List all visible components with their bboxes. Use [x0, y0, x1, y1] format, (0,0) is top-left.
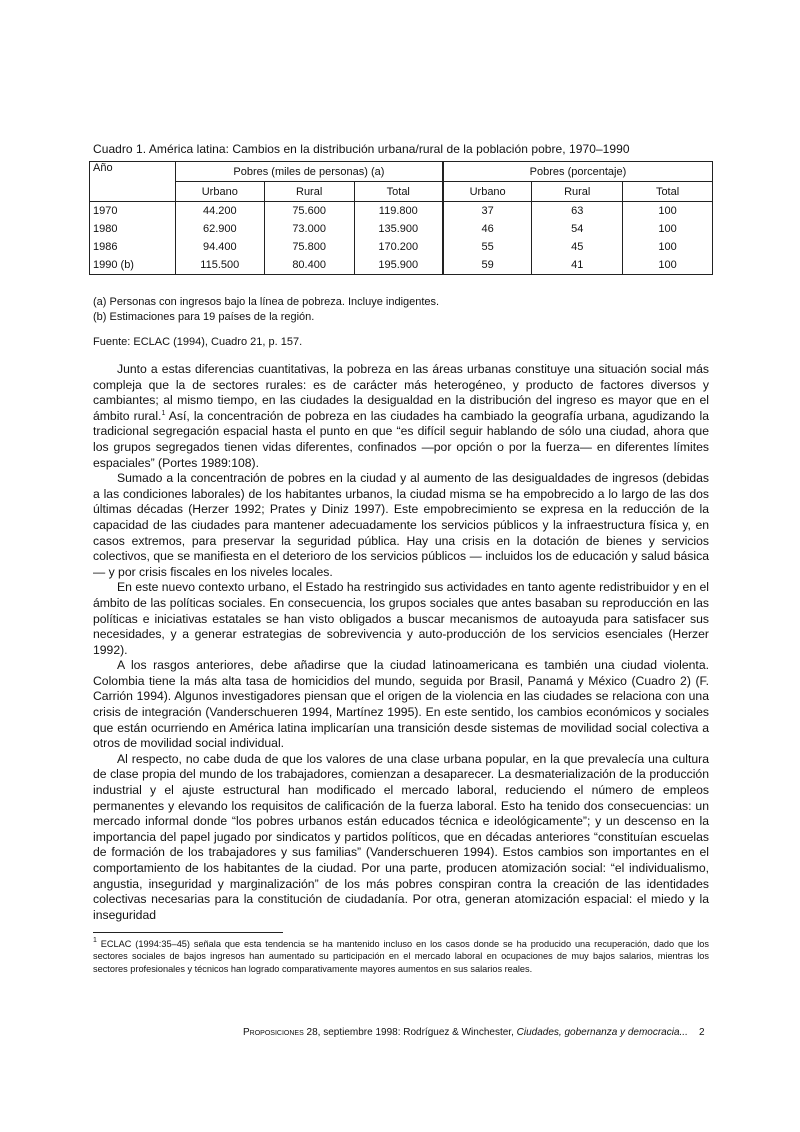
subheader-urbano: Urbano [175, 182, 264, 202]
paragraph: Al respecto, no cabe duda de que los valores de una clase urbana popular, en la que prevalecía una cultura de clase propia del mundo de los trabajadores, comienzan a desaparecer. La desmaterialización de la producción industrial y el ajuste estructural han modificado el mercado laboral, reduciendo el número de empleos permanentes y elevando los requisitos de calificación de la fuerza laboral. Esto ha tenido dos consecuencias: un mercado informal donde “los pobres urbanos están educados técnica e ideológicamente”; y un descenso en la importancia del papel jugado por sindicatos y partidos políticos, que en décadas anteriores “constituían escuelas de formación de los trabajadores y sus familias” (Vanderschueren 1994). Estos cambios son importantes en el comportamiento de los habitantes de la ciudad. Por una parte, producen atomización social: “el individualismo, angustia, inseguridad y marginalización” de los más pobres conspiran contra la creación de las identidades colectivas necesarias para la constitución de ciudadanía. Por otra, generan atomización espacial: el miedo y la inseguridad [93, 751, 709, 922]
row-year: 1980 [90, 220, 176, 238]
note-b: (b) Estimaciones para 19 países de la región. [93, 311, 315, 323]
body-text [93, 362, 709, 923]
subheader-urbano-pct: Urbano [443, 182, 532, 202]
footnote [93, 938, 709, 975]
row-year: 1986 [90, 238, 176, 256]
note-a: (a) Personas con ingresos bajo la línea de pobreza. Incluye indigentes. [93, 296, 440, 308]
article-title: Ciudades, gobernanza y democracia... [516, 1027, 688, 1038]
table-row [90, 202, 713, 221]
header-group-percent: Pobres (porcentaje) [443, 162, 713, 182]
footnote-mark: 1 [93, 937, 97, 944]
table-cell: 119.800 [354, 202, 443, 221]
paragraph: Junto a estas diferencias cuantitativas, la pobreza en las áreas urbanas constituye una situación social más compleja que la de sectores rurales: es de carácter más heterogéneo, y producto de factores diversos y cambiantes; al mismo tiempo, en las ciudades la desigualdad en la distribución del ingreso es mayor que en el ámbito rural.$^1$ Así, la concentración de pobreza en las ciudades ha cambiado la geografía urbana, agudizando la tradicional segregación espacial hasta el punto en que “es difícil seguir hablando de sólo una ciudad, ahora que los grupos segregados tienen vidas diferentes, confinados —por opción o por la fuerza— en diferentes límites espaciales” (Portes 1989:108). [93, 362, 710, 470]
footnote-divider [93, 932, 283, 933]
poverty-table [89, 161, 713, 275]
table-cell: 135.900 [354, 220, 443, 238]
table-cell: 94.400 [175, 238, 264, 256]
table-cell: 54 [532, 220, 623, 238]
table-cell: 73.000 [264, 220, 354, 238]
paragraph: A los rasgos anteriores, debe añadirse que la ciudad latinoamericana es también una ciudad violenta. Colombia tiene la más alta tasa de homicidios del mundo, seguida por Brasil, Panamá y México (Cuadro 2) (F. Carrión 1994). Algunos investigadores piensan que el origen de la violencia en las ciudades se relaciona con una crisis de integración (Vanderschueren 1994, Martínez 1995). En este sentido, los cambios económicos y sociales que están ocurriendo en América latina implicarían una transición desde sistemas de movilidad social colectiva a otros de movilidad social individual. [93, 658, 709, 751]
subheader-total-pct: Total [623, 182, 713, 202]
footnote-text: ECLAC (1994:35–45) señala que esta tendencia se ha mantenido incluso en los casos donde se ha producido una recuperación, dado que los sectores sociales de bajos ingresos han aumentado su participación en el mercado laboral en ocupaciones de muy bajos salarios, mientras los sectores profesionales y técnicos han logrado comparativamente mayores aumentos en sus salarios reales. [93, 939, 709, 974]
table-cell: 75.600 [264, 202, 354, 221]
row-year: 1970 [90, 202, 176, 221]
table-cell: 100 [623, 238, 713, 256]
table-cell: 195.900 [354, 256, 443, 275]
subheader-total: Total [354, 182, 443, 202]
table-cell: 62.900 [175, 220, 264, 238]
table-cell: 100 [623, 202, 713, 221]
page-number: 2 [699, 1027, 705, 1038]
paragraph: Sumado a la concentración de pobres en la ciudad y al aumento de las desigualdades de ingresos (debidas a las condiciones laborales) de los habitantes urbanos, la ciudad misma se ha empobrecido a lo largo de las dos últimas décadas (Herzer 1992; Prates y Diniz 1997). Este empobrecimiento se expresa en la reducción de la capacidad de las ciudades para mantener adecuadamente los servicios públicos y la infraestructura física y, en casos extremos, para preservar la seguridad pública. Hay una crisis en la dotación de bienes y servicios colectivos, que se manifiesta en el deterioro de los servicios públicos — incluidos los de educación y salud básica— y por crisis fiscales en los niveles locales. [93, 471, 709, 579]
header-year: Año [90, 162, 176, 202]
table-cell: 75.800 [264, 238, 354, 256]
table-cell: 100 [623, 256, 713, 275]
row-year: 1990 (b) [90, 256, 176, 275]
table-subheader-row [90, 182, 713, 202]
issue-info: 28, septiembre 1998: Rodríguez & Winchester, [303, 1027, 517, 1038]
table-row [90, 238, 713, 256]
table-row [90, 220, 713, 238]
table-notes [93, 295, 439, 325]
table-header-row [90, 162, 713, 182]
journal-name: Proposiciones [243, 1027, 304, 1038]
table-cell: 100 [623, 220, 713, 238]
subheader-rural: Rural [264, 182, 354, 202]
table-caption: Cuadro 1. América latina: Cambios en la distribución urbana/rural de la población pobre, 1970–1990 [93, 142, 630, 156]
table-cell: 80.400 [264, 256, 354, 275]
table-cell: 44.200 [175, 202, 264, 221]
header-group-thousands: Pobres (miles de personas) (a) [175, 162, 443, 182]
table-row [90, 256, 713, 275]
table-cell: 46 [443, 220, 532, 238]
paragraph: En este nuevo contexto urbano, el Estado ha restringido sus actividades en tanto agente redistribuidor y en el ámbito de las políticas sociales. En consecuencia, los grupos sociales que antes basaban su reproducción en las políticas e iniciativas estatales se han visto obligados a buscar mecanismos de autoayuda para satisfacer sus necesidades, y a generar estrategias de sobrevivencia y auto-producción de los servicios esenciales (Herzer 1992). [93, 580, 709, 657]
table-cell: 45 [532, 238, 623, 256]
table-cell: 170.200 [354, 238, 443, 256]
table-cell: 55 [443, 238, 532, 256]
table-cell: 115.500 [175, 256, 264, 275]
table-cell: 41 [532, 256, 623, 275]
footnote-ref[interactable]: 1 [161, 409, 166, 417]
table-cell: 59 [443, 256, 532, 275]
table-cell: 37 [443, 202, 532, 221]
table-cell: 63 [532, 202, 623, 221]
subheader-rural-pct: Rural [532, 182, 623, 202]
table-source: Fuente: ECLAC (1994), Cuadro 21, p. 157. [93, 336, 303, 348]
running-footer [243, 1027, 688, 1038]
